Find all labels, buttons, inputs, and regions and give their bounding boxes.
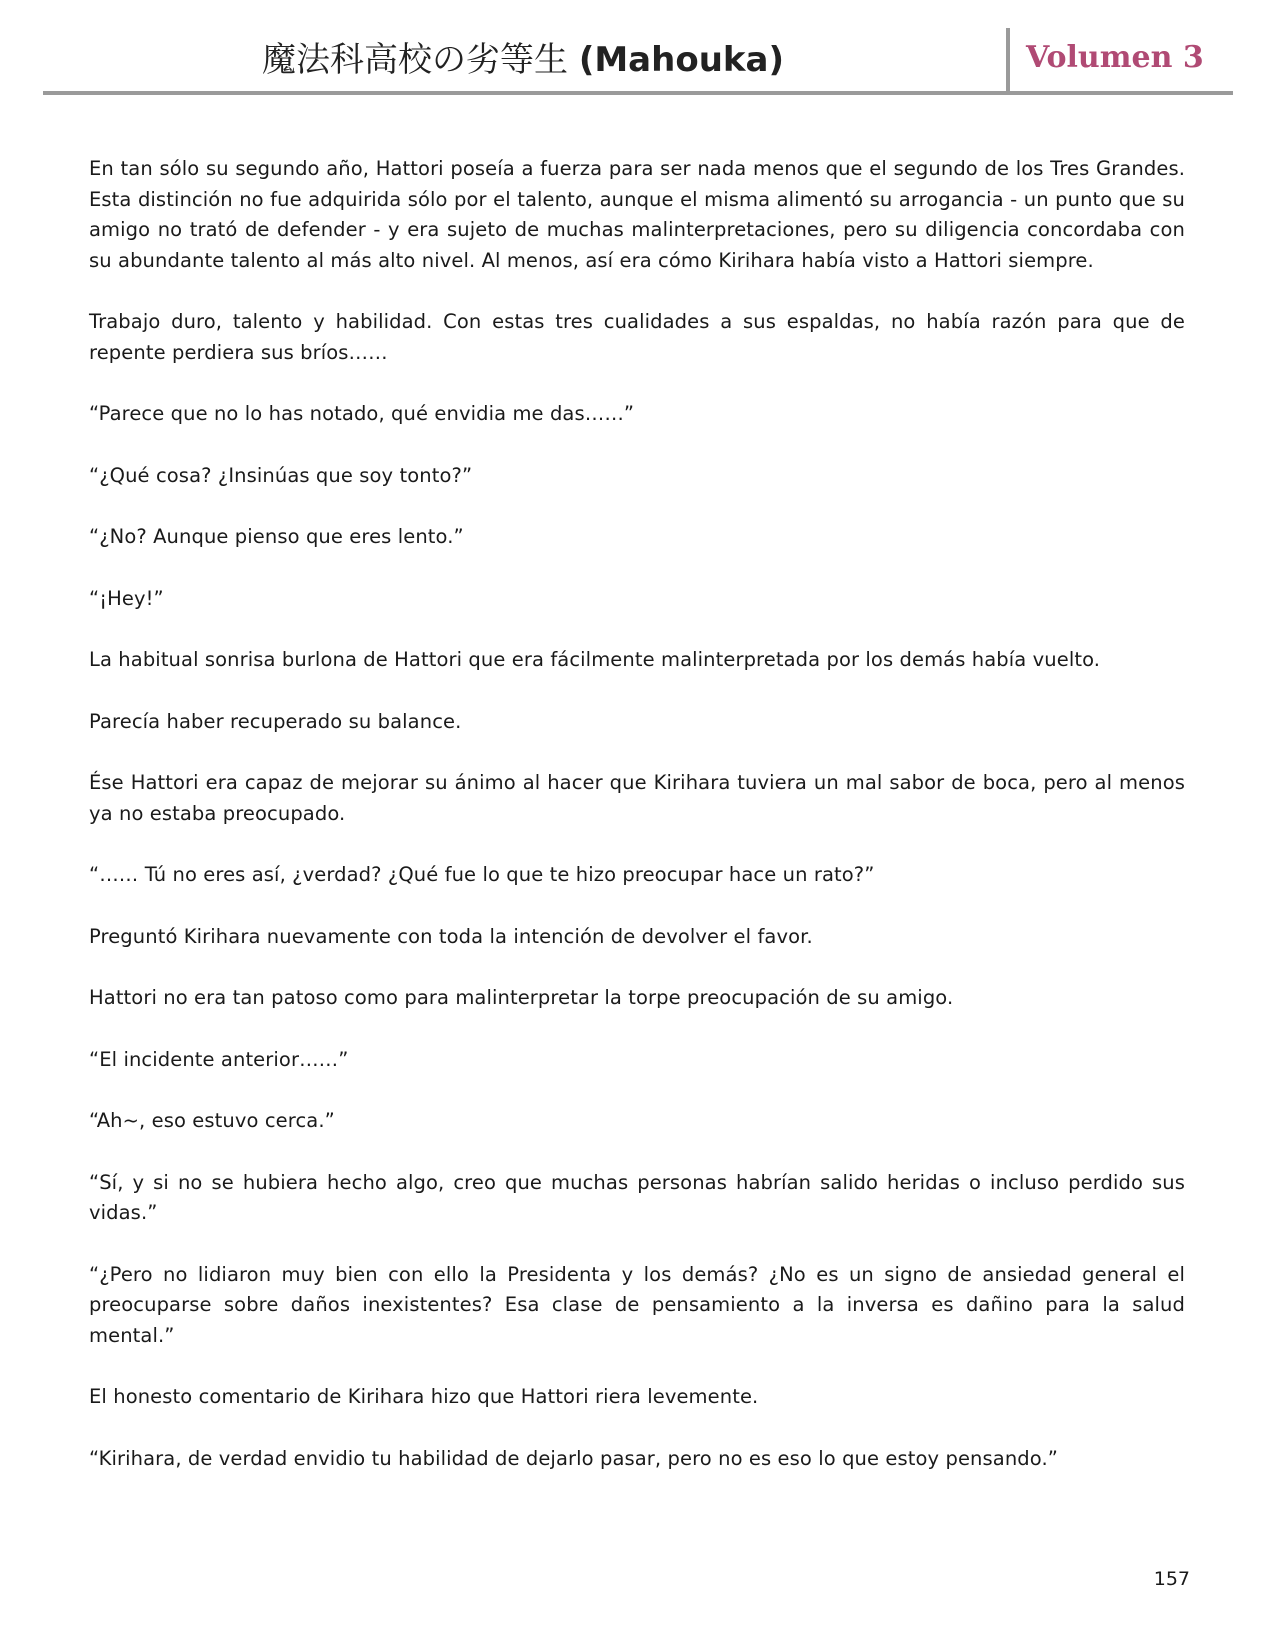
dialogue-line: “Kirihara, de verdad envidio tu habilidad de dejarlo pasar, pero no es eso lo que estoy pensando.” (89, 1446, 1058, 1470)
dialogue-line: “Ah~, eso estuvo cerca.” (89, 1109, 335, 1132)
paragraph: Parecía haber recuperado su balance. (89, 709, 462, 733)
dialogue-line: “¡Hey!” (89, 586, 164, 610)
paragraph: El honesto comentario de Kirihara hizo que Hattori riera levemente. (89, 1385, 759, 1408)
dialogue-line: “¿No? Aunque pienso que eres lento.” (89, 525, 464, 548)
paragraph: La habitual sonrisa burlona de Hattori que era fácilmente malinterpretada por los demás había vuelto. (89, 648, 1101, 671)
dialogue-line: “Sí, y si no se hubiera hecho algo, creo que muchas personas habrían salido heridas o incluso perdido sus vidas.” (89, 1170, 1185, 1224)
book-title (43, 38, 1003, 82)
book-title-japanese: 魔法科高校の劣等生 (262, 40, 568, 80)
paragraph: Ése Hattori era capaz de mejorar su ánimo al hacer que Kirihara tuviera un mal sabor de boca, pero al menos ya no estaba preocupado. (89, 771, 1185, 825)
header-divider (1006, 28, 1010, 92)
dialogue-line: “…… Tú no eres así, ¿verdad? ¿Qué fue lo que te hizo preocupar hace un rato?” (89, 863, 875, 886)
page-header (43, 28, 1233, 96)
paragraph: Preguntó Kirihara nuevamente con toda la intención de devolver el favor. (89, 924, 813, 948)
paragraph: Hattori no era tan patoso como para malinterpretar la torpe preocupación de su amigo. (89, 986, 954, 1009)
paragraph: Trabajo duro, talento y habilidad. Con estas tres cualidades a sus espaldas, no había razón para que de repente perdiera sus bríos…… (89, 310, 1185, 364)
header-rule (43, 91, 1233, 95)
book-title-latin: (Mahouka) (578, 40, 784, 80)
page-body (89, 154, 1185, 1505)
dialogue-line: “¿Pero no lidiaron muy bien con ello la Presidenta y los demás? ¿No es un signo de ansiedad general el preocuparse sobre daños inexistentes? Esa clase de pensamiento a la inversa es dañino para la salud mental.” (89, 1262, 1185, 1347)
volume-label: Volumen 3 (1026, 40, 1204, 75)
paragraph: En tan sólo su segundo año, Hattori poseía a fuerza para ser nada menos que el segundo de los Tres Grandes. Esta distinción no fue adquirida sólo por el talento, aunque el misma alimentó su arrogancia - un punto que su amigo no trató de defender - y era sujeto de muchas malinterpretaciones, pero su diligencia concordaba con su abundante talento al más alto nivel. Al menos, así era cómo Kirihara había visto a Hattori siempre. (89, 157, 1185, 272)
page-number: 157 (1153, 1568, 1190, 1590)
dialogue-line: “El incidente anterior……” (89, 1047, 349, 1071)
dialogue-line: “Parece que no lo has notado, qué envidia me das……” (89, 402, 635, 425)
dialogue-line: “¿Qué cosa? ¿Insinúas que soy tonto?” (89, 463, 473, 487)
